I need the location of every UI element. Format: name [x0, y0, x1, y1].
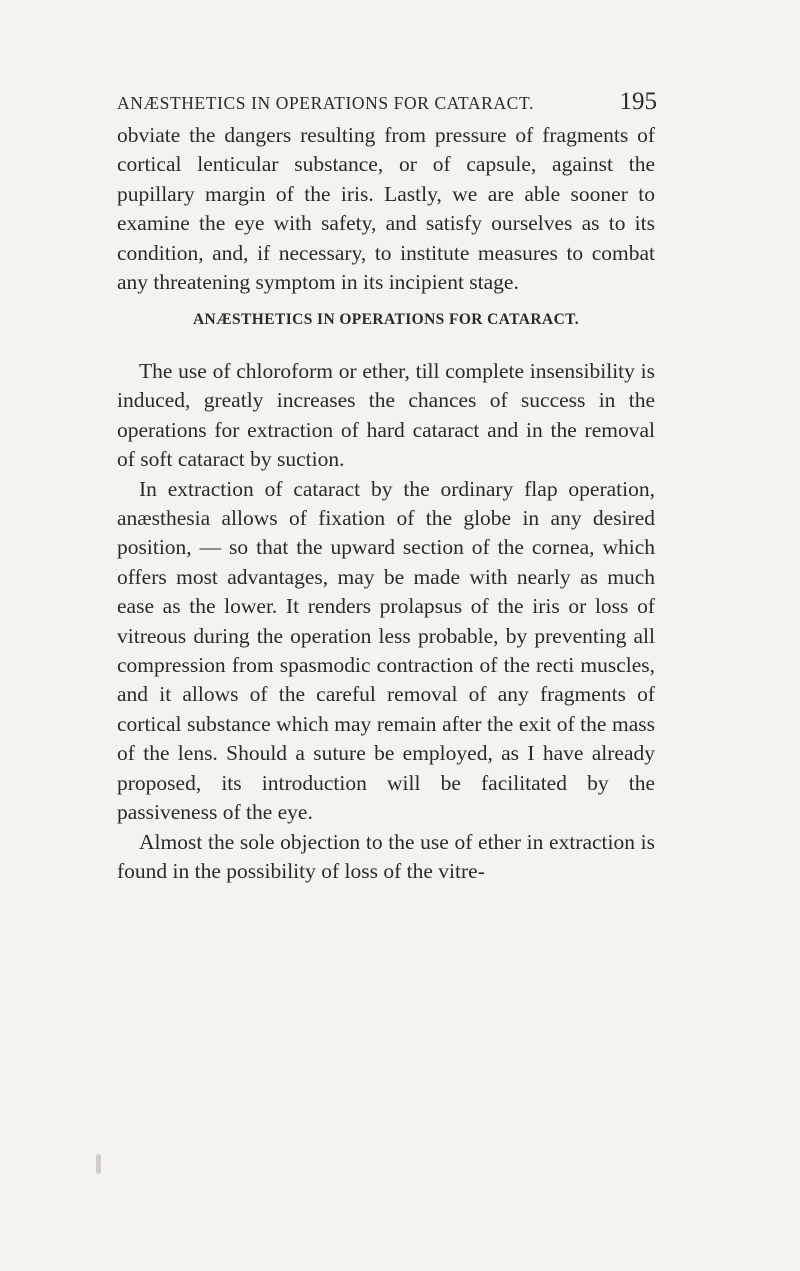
page-blemish: [96, 1154, 101, 1174]
paragraph-2: In extraction of cataract by the ordinary flap operation, anæsthesia allows of fixation of the globe in any desired position, — so that the upward section of the cornea, which offers most advantages, may be made with nearly as much ease as the lower. It renders prolapsus of the iris or loss of vitreous during the operation less probable, by preventing all compression from spasmodic contraction of the recti muscles, and it allows of the careful removal of any fragments of cortical substance which may remain after the exit of the mass of the lens. Should a suture be employed, as I have already proposed, its introduction will be facilitated by the passiveness of the eye.: [117, 476, 655, 825]
section-body: [117, 357, 655, 886]
page-number: 195: [619, 88, 657, 115]
running-head: [117, 88, 657, 116]
continued-paragraph-block: [117, 121, 655, 297]
running-title: ANÆSTHETICS IN OPERATIONS FOR CATARACT.: [117, 93, 534, 113]
paragraph-1: The use of chloroform or ether, till complete insensibility is induced, greatly increases the chances of success in the operations for extraction of hard cataract and in the removal of soft cataract by suction.: [117, 359, 655, 472]
paragraph-3: Almost the sole objection to the use of ether in extraction is found in the possibility of loss of the vitre-: [117, 829, 655, 883]
continued-paragraph: obviate the dangers resulting from pressure of fragments of cortical lenticular substance, or of capsule, against the pupillary margin of the iris. Lastly, we are able sooner to examine the eye with safety, and satisfy ourselves as to its condition, and, if necessary, to institute measures to combat any threatening symptom in its incipient stage.: [117, 123, 655, 295]
section-heading: ANÆSTHETICS IN OPERATIONS FOR CATARACT.: [192, 311, 580, 328]
